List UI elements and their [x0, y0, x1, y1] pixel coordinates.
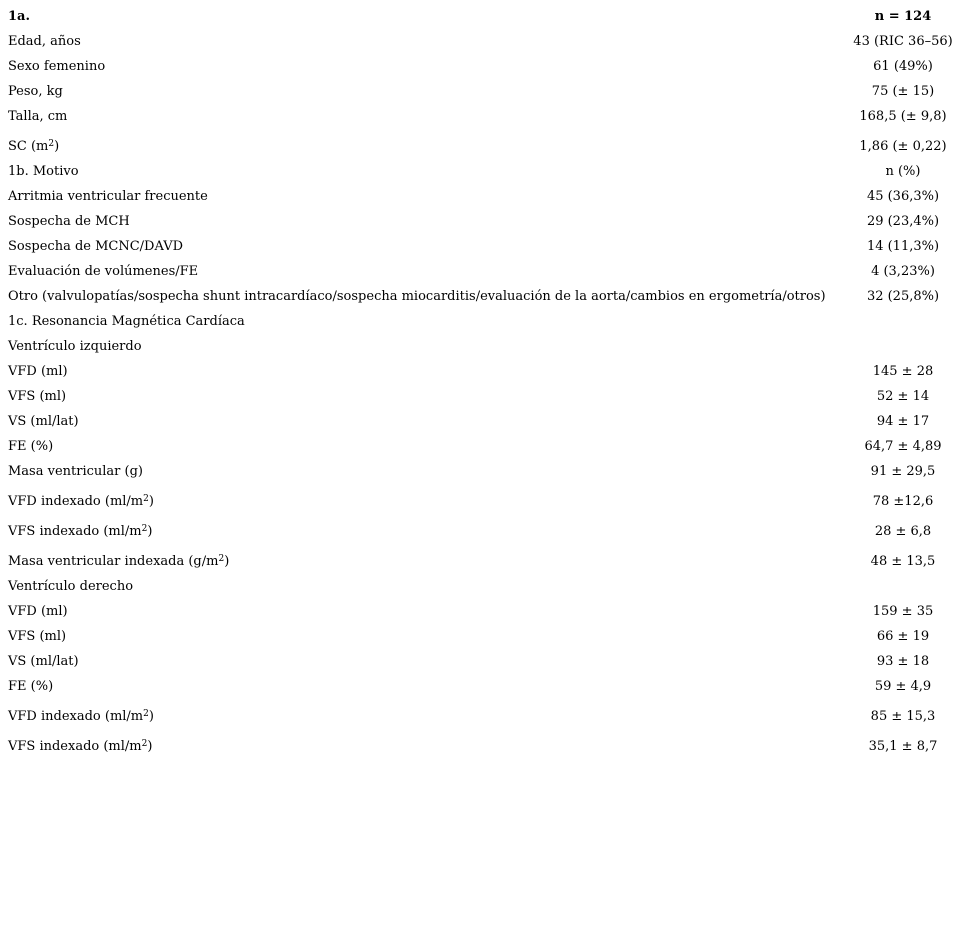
row-value: n = 124 — [874, 9, 932, 24]
row-label — [8, 624, 842, 649]
row-value: 91 ± 29,5 — [870, 464, 936, 479]
row-label-text: Arritmia ventricular frecuente — [8, 189, 208, 204]
row-value: 75 (± 15) — [871, 84, 935, 99]
row-label — [8, 209, 842, 234]
row-value: 66 ± 19 — [876, 629, 930, 644]
row-label — [8, 54, 842, 79]
row-label — [8, 489, 842, 514]
row-label — [8, 234, 842, 259]
table-row — [8, 434, 964, 459]
table-row — [8, 209, 964, 234]
row-label-text: VFS indexado (ml/m — [8, 524, 142, 539]
row-label-text: Otro (valvulopatías/sospecha shunt intracardíaco/sospecha miocarditis/evaluación de la aorta/cambios en ergometría/otros) — [8, 289, 826, 304]
table-row — [8, 4, 964, 29]
row-value: 28 ± 6,8 — [874, 524, 932, 539]
superscript: 2 — [143, 494, 149, 504]
row-label-end: ) — [148, 494, 154, 509]
table-row — [8, 184, 964, 209]
row-label-text: VFS indexado (ml/m — [8, 739, 142, 754]
row-label-end: ) — [54, 139, 60, 154]
row-label-text: SC (m — [8, 139, 49, 154]
table-row — [8, 359, 964, 384]
row-value: 93 ± 18 — [876, 654, 930, 669]
row-label — [8, 284, 842, 309]
row-value: 52 ± 14 — [876, 389, 930, 404]
row-label-text: Masa ventricular indexada (g/m — [8, 554, 219, 569]
superscript: 2 — [141, 739, 148, 749]
row-label — [8, 29, 842, 54]
row-value: 43 (RIC 36–56) — [853, 34, 953, 49]
row-label — [8, 519, 842, 544]
row-label-text: Masa ventricular (g) — [8, 464, 143, 479]
row-value: 61 (49%) — [873, 59, 933, 74]
row-label-text: 1a. — [8, 9, 30, 24]
row-label — [8, 574, 842, 599]
table-row — [8, 544, 964, 574]
row-label — [8, 599, 842, 624]
row-value: 85 ± 15,3 — [870, 709, 936, 724]
row-label-text: Edad, años — [8, 34, 81, 49]
row-label-text: Ventrículo izquierdo — [8, 339, 142, 354]
row-label-text: VFD (ml) — [8, 364, 68, 379]
row-label — [8, 674, 842, 699]
row-value: 59 ± 4,9 — [874, 679, 932, 694]
table-row — [8, 624, 964, 649]
row-label-text: Sospecha de MCNC/DAVD — [8, 239, 184, 254]
row-value: n (%) — [885, 164, 921, 179]
row-label-text: FE (%) — [8, 439, 54, 454]
table-row — [8, 129, 964, 159]
table-row — [8, 674, 964, 699]
row-label — [8, 459, 842, 484]
table-row — [8, 334, 964, 359]
row-label-text: VFD indexado (ml/m — [8, 709, 144, 724]
row-label — [8, 159, 842, 184]
row-value: 145 ± 28 — [872, 364, 934, 379]
row-label-text: FE (%) — [8, 679, 54, 694]
row-label — [8, 409, 842, 434]
row-label-end: ) — [224, 554, 230, 569]
row-value: 64,7 ± 4,89 — [864, 439, 942, 454]
row-label-text: VS (ml/lat) — [8, 654, 79, 669]
table-row — [8, 384, 964, 409]
row-label-end: ) — [147, 739, 153, 754]
row-label-text: Evaluación de volúmenes/FE — [8, 264, 199, 279]
row-label-end: ) — [148, 709, 154, 724]
table-row — [8, 309, 964, 334]
row-value: 4 (3,23%) — [871, 264, 935, 279]
row-value: 48 ± 13,5 — [870, 554, 936, 569]
table-row — [8, 699, 964, 729]
row-value: 94 ± 17 — [876, 414, 930, 429]
row-value: 29 (23,4%) — [866, 214, 940, 229]
row-value: 35,1 ± 8,7 — [868, 739, 938, 754]
row-label-text: VFD indexado (ml/m — [8, 494, 144, 509]
row-label — [8, 384, 842, 409]
table-row — [8, 259, 964, 284]
row-label — [8, 649, 842, 674]
row-label-text: Ventrículo derecho — [8, 579, 134, 594]
row-value: 159 ± 35 — [872, 604, 934, 619]
table-row — [8, 514, 964, 544]
table-row — [8, 79, 964, 104]
row-label — [8, 334, 842, 359]
row-label — [8, 4, 842, 29]
table-row — [8, 234, 964, 259]
table-row — [8, 159, 964, 184]
row-label — [8, 104, 842, 129]
row-label — [8, 704, 842, 729]
row-label — [8, 79, 842, 104]
table-row — [8, 484, 964, 514]
row-label-text: 1c. Resonancia Magnética Cardíaca — [8, 314, 245, 329]
row-label-text: VS (ml/lat) — [8, 414, 79, 429]
table-row — [8, 599, 964, 624]
table-row — [8, 649, 964, 674]
superscript: 2 — [218, 554, 225, 564]
table-row — [8, 459, 964, 484]
row-label-text: Talla, cm — [8, 109, 68, 124]
table-row — [8, 29, 964, 54]
superscript: 2 — [48, 139, 55, 149]
superscript: 2 — [143, 709, 149, 719]
row-label — [8, 184, 842, 209]
row-label — [8, 359, 842, 384]
row-value: 168,5 (± 9,8) — [859, 109, 947, 124]
table-row — [8, 54, 964, 79]
row-value: 14 (11,3%) — [866, 239, 940, 254]
table-row — [8, 409, 964, 434]
row-value: 45 (36,3%) — [866, 189, 940, 204]
row-value: 78 ±12,6 — [872, 494, 934, 509]
table-row — [8, 729, 964, 759]
row-label-text: VFD (ml) — [8, 604, 68, 619]
row-label — [8, 309, 842, 334]
row-label — [8, 434, 842, 459]
row-label-text: Sospecha de MCH — [8, 214, 130, 229]
row-value: 32 (25,8%) — [866, 289, 940, 304]
row-label-text: VFS (ml) — [8, 389, 67, 404]
row-value: 1,86 (± 0,22) — [859, 139, 947, 154]
row-label-text: Peso, kg — [8, 84, 63, 99]
row-label-text: VFS (ml) — [8, 629, 67, 644]
row-label-text: Sexo femenino — [8, 59, 106, 74]
superscript: 2 — [141, 524, 148, 534]
table-row — [8, 284, 964, 309]
row-label — [8, 734, 842, 759]
row-label-end: ) — [147, 524, 153, 539]
row-label — [8, 549, 842, 574]
row-label-text: 1b. Motivo — [8, 164, 79, 179]
row-label — [8, 134, 842, 159]
table-body — [8, 4, 964, 759]
table-row — [8, 104, 964, 129]
table-row — [8, 574, 964, 599]
row-label — [8, 259, 842, 284]
